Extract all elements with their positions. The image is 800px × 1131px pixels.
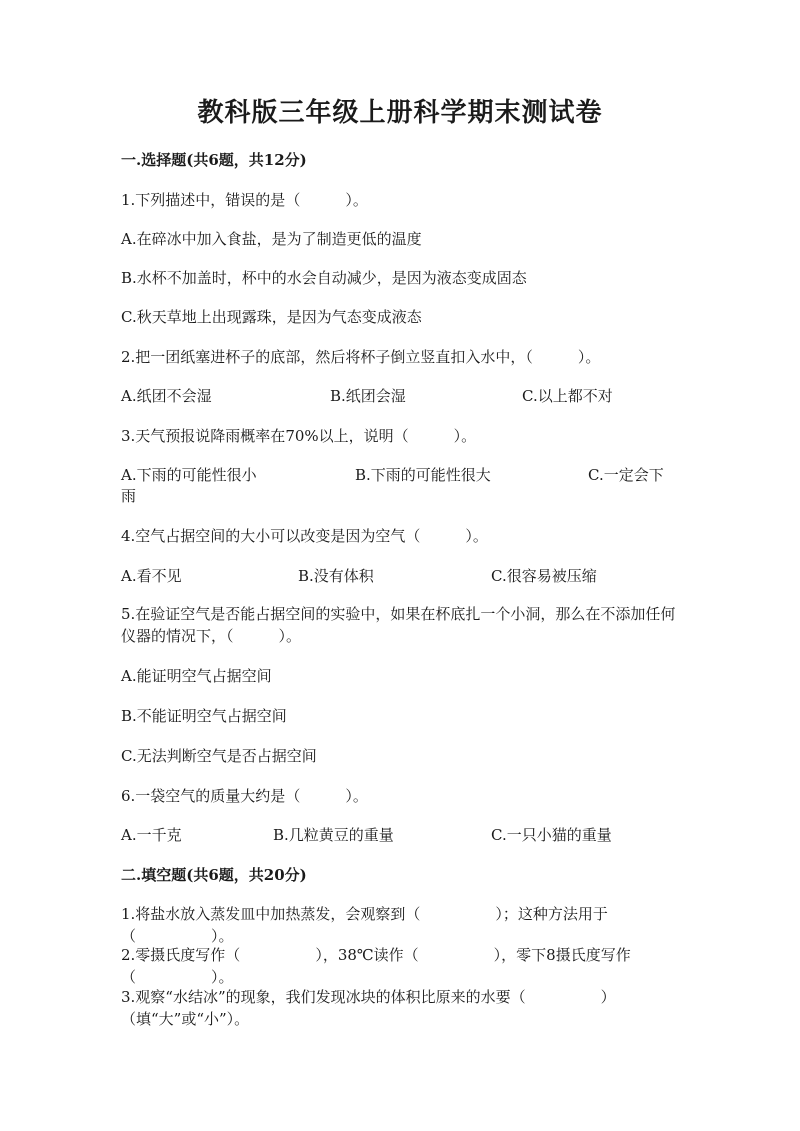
fill-q1: 1.将盐水放入蒸发皿中加热蒸发，会观察到（ ）；这种方法用于（ ）。	[121, 905, 608, 945]
fill-q2: 2.零摄氏度写作（ ），38℃读作（ ），零下8摄氏度写作（ ）。	[121, 946, 631, 986]
q5-option-b: B.不能证明空气占据空间	[121, 707, 287, 725]
q4-stem: 4.空气占据空间的大小可以改变是因为空气（ ）。	[121, 527, 488, 545]
q6-option-b: B.几粒黄豆的重量	[273, 826, 394, 844]
q4-option-c: C.很容易被压缩	[491, 567, 597, 585]
section-heading-choice: 一.选择题(共6题，共12分)	[121, 151, 307, 169]
q1-stem: 1.下列描述中，错误的是（ ）。	[121, 191, 368, 209]
q2-option-b: B.纸团会湿	[330, 387, 406, 405]
q2-option-a: A.纸团不会湿	[121, 387, 212, 405]
q4-option-b: B.没有体积	[298, 567, 374, 585]
q3-stem: 3.天气预报说降雨概率在70%以上，说明（ ）。	[121, 427, 477, 445]
q3-option-c-continued: 雨	[121, 487, 137, 505]
q1-option-a: A.在碎冰中加入食盐，是为了制造更低的温度	[121, 230, 422, 248]
q2-option-c: C.以上都不对	[522, 387, 613, 405]
q1-option-c: C.秋天草地上出现露珠，是因为气态变成液态	[121, 308, 422, 326]
q5-option-a: A.能证明空气占据空间	[121, 667, 272, 685]
section-heading-fill: 二.填空题(共6题，共20分)	[121, 866, 307, 884]
q6-option-c: C.一只小猫的重量	[491, 826, 612, 844]
page-title: 教科版三年级上册科学期末测试卷	[197, 98, 603, 128]
q6-stem: 6.一袋空气的质量大约是（ ）。	[121, 787, 368, 805]
q3-option-b: B.下雨的可能性很大	[355, 466, 491, 484]
q5-option-c: C.无法判断空气是否占据空间	[121, 747, 317, 765]
q3-option-c: C.一定会下	[588, 466, 664, 484]
q1-option-b: B.水杯不加盖时，杯中的水会自动减少，是因为液态变成固态	[121, 269, 527, 287]
q6-option-a: A.一千克	[121, 826, 182, 844]
fill-q3: 3.观察“水结冰”的现象，我们发现冰块的体积比原来的水要（ ）（填“大”或“小”）。	[121, 988, 616, 1028]
q4-option-a: A.看不见	[121, 567, 182, 585]
q3-option-a: A.下雨的可能性很小	[121, 466, 257, 484]
q2-stem: 2.把一团纸塞进杯子的底部，然后将杯子倒立竖直扣入水中，（ ）。	[121, 348, 601, 366]
q5-stem: 5.在验证空气是否能占据空间的实验中，如果在杯底扎一个小洞，那么在不添加任何仪器的情况下，（ ）。	[121, 605, 676, 645]
